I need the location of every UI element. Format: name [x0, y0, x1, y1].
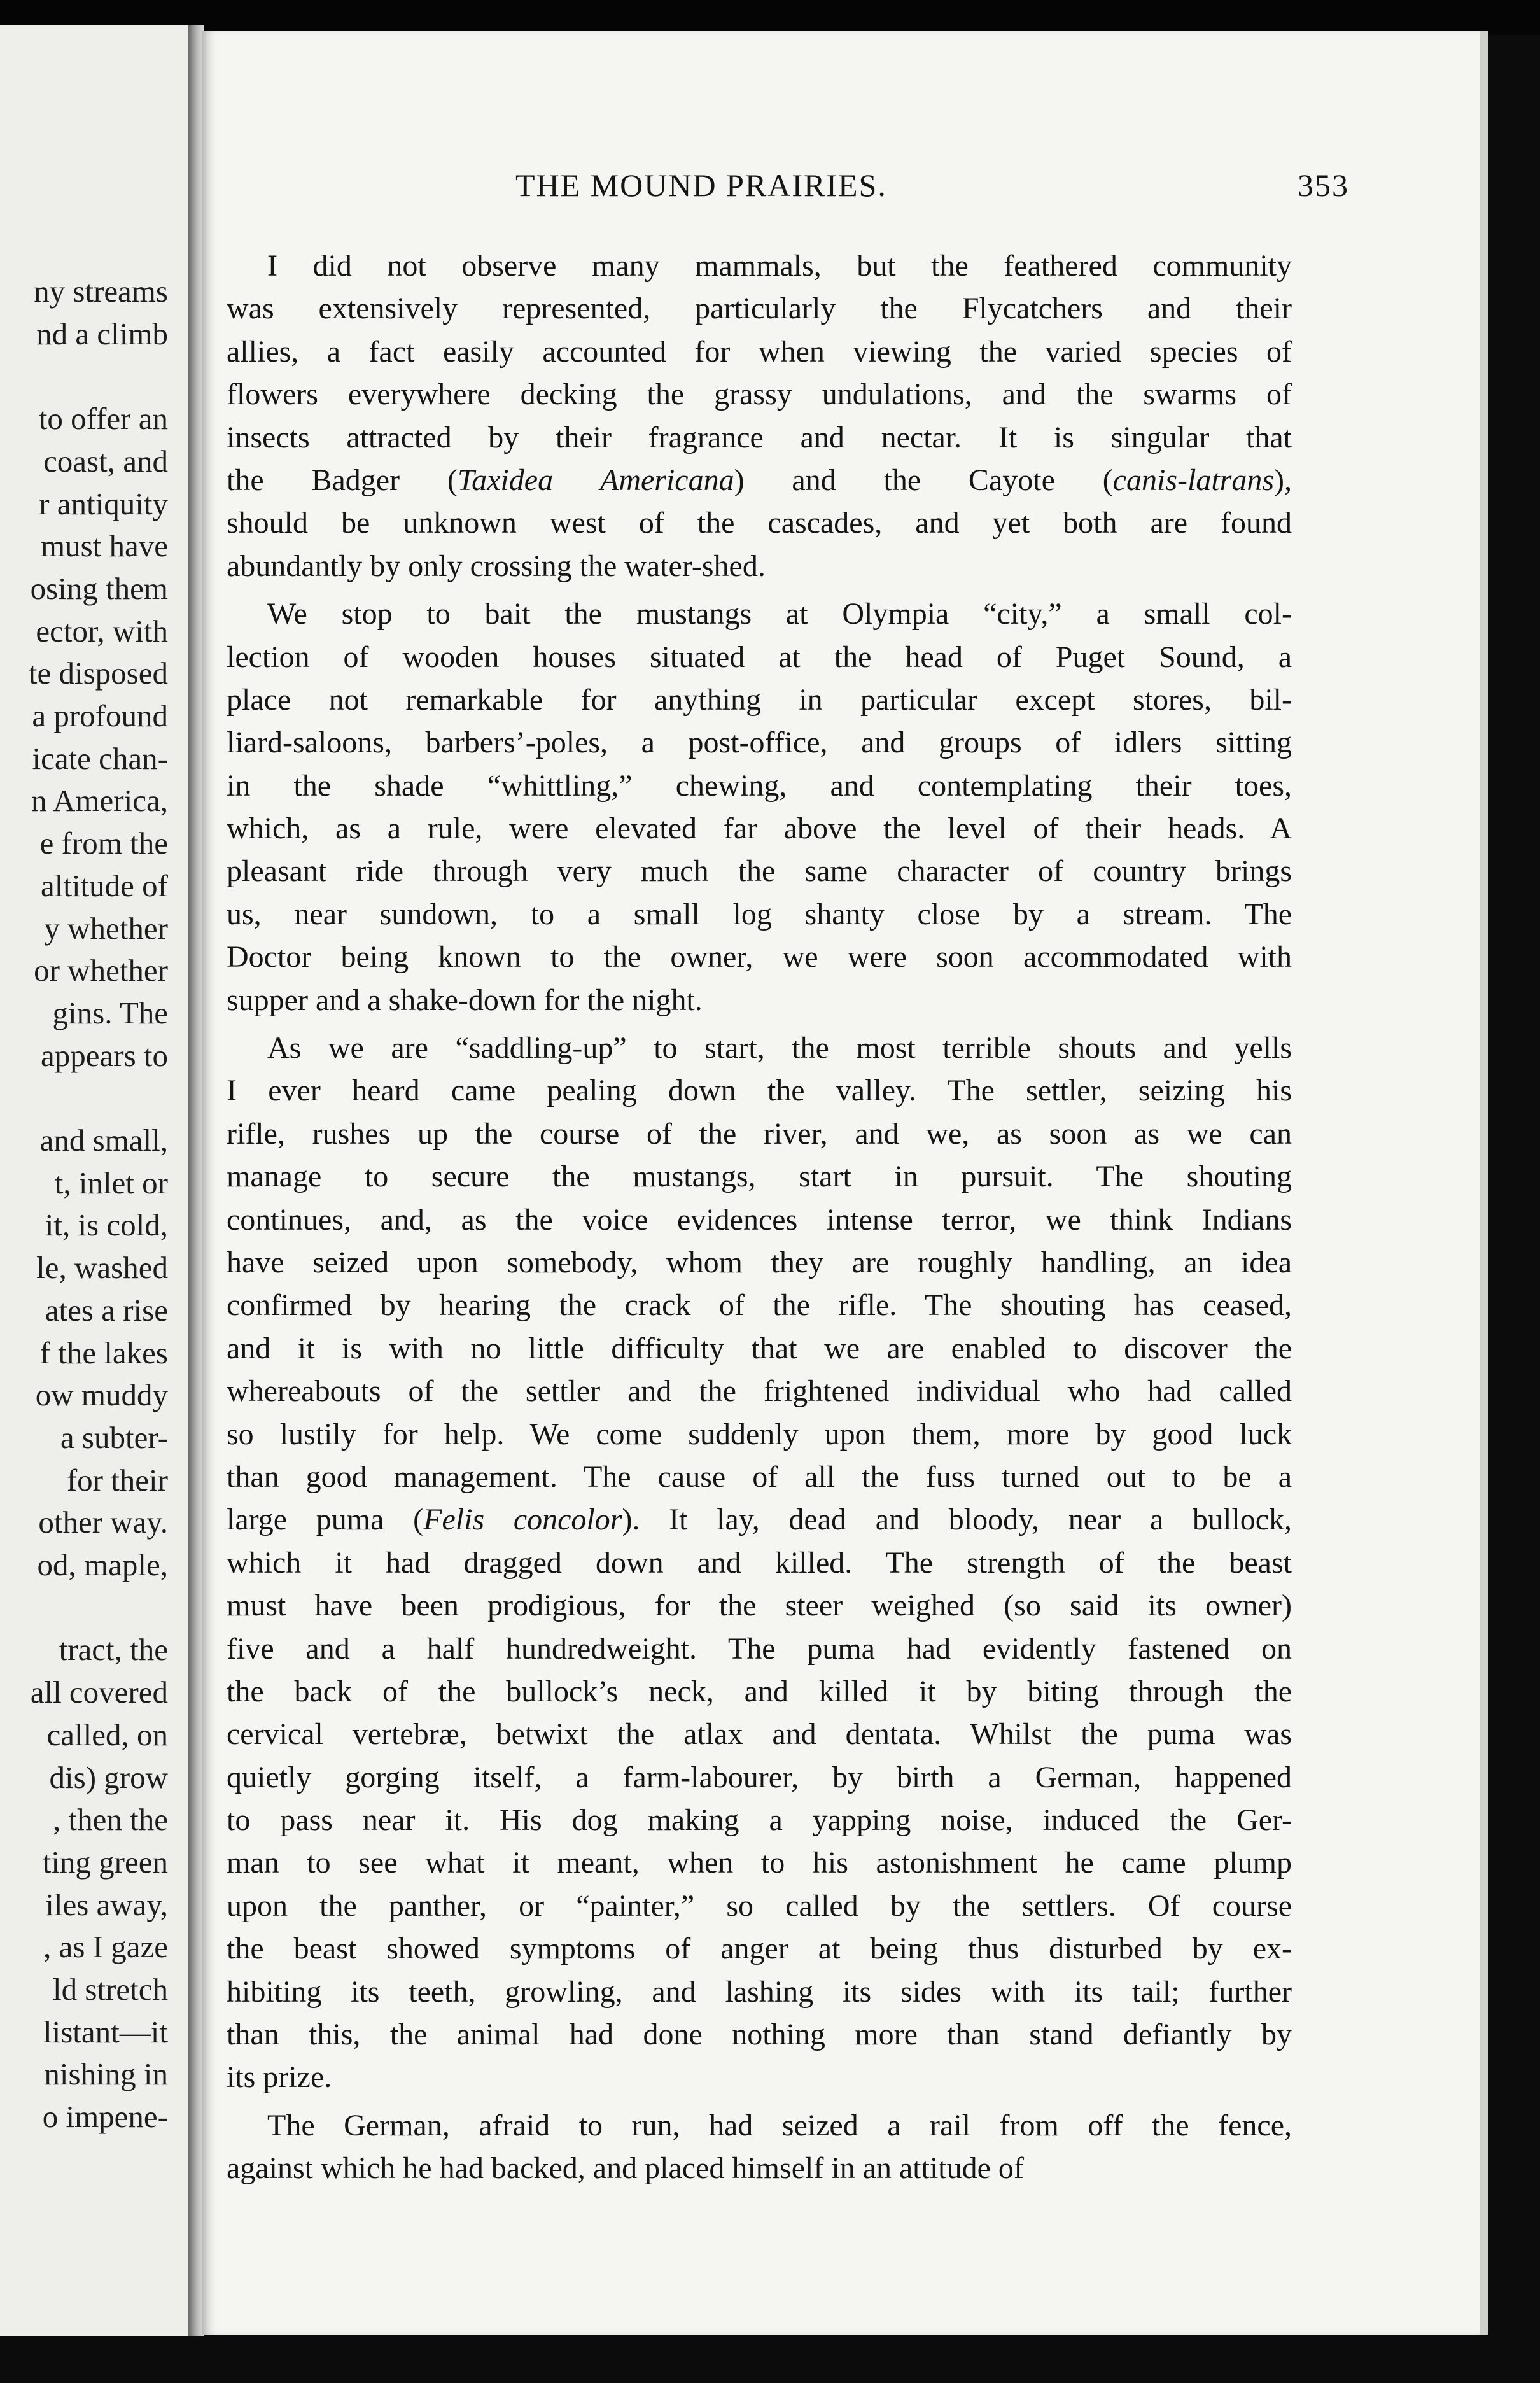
facing-page-line: od, maple, — [37, 1547, 168, 1582]
facing-page-line: ector, with — [36, 613, 168, 649]
page-number: 353 — [1298, 167, 1349, 203]
facing-page-line: iles away, — [45, 1887, 168, 1922]
text-line: whereabouts of the settler and the frightened individual who had called — [227, 1374, 1292, 1409]
text-line: so lustily for help. We come suddenly upon them, more by good luck — [227, 1417, 1292, 1451]
text-line: five and a half hundredweight. The puma had evidently fastened on — [227, 1631, 1292, 1666]
facing-page-line: and small, — [39, 1123, 168, 1158]
facing-page-line: , then the — [53, 1802, 168, 1838]
text-line: cervical vertebræ, betwixt the atlax and dentata. Whilst the puma was — [227, 1717, 1292, 1752]
facing-page-line: ld stretch — [53, 1972, 168, 2007]
text-line: Doctor being known to the owner, we were soon accommodated with — [227, 940, 1292, 974]
text-line: continues, and, as the voice evidences intense terror, we think Indians — [227, 1202, 1292, 1237]
text-line: should be unknown west of the cascades, and yet both are found — [227, 506, 1292, 540]
text-line: its prize. — [227, 2060, 332, 2095]
text-line: manage to secure the mustangs, start in pursuit. The shouting — [227, 1160, 1292, 1194]
facing-page-line: ny streams — [34, 274, 168, 309]
text-line: which it had dragged down and killed. The strength of the beast — [227, 1545, 1292, 1580]
facing-page-line: ting green — [42, 1844, 168, 1880]
facing-page-line: listant—it — [43, 2014, 168, 2049]
page-edge — [1480, 31, 1488, 2335]
text-line: allies, a fact easily accounted for when viewing the varied species of — [227, 334, 1292, 369]
text-line: which, as a rule, were elevated far above the level of their heads. A — [227, 812, 1292, 846]
facing-page-line: coast, and — [43, 443, 168, 479]
facing-page-line: n America, — [31, 783, 168, 819]
facing-page-line: e from the — [39, 826, 168, 861]
text-line: flowers everywhere decking the grassy undulations, and the swarms of — [227, 377, 1292, 412]
facing-page-line: ates a rise — [45, 1292, 168, 1328]
facing-page-line: for their — [66, 1462, 168, 1498]
text-line: the back of the bullock’s neck, and killed it by biting through the — [227, 1674, 1292, 1708]
text-line: man to see what it meant, when to his astonishment he came plump — [227, 1846, 1292, 1880]
text-line: We stop to bait the mustangs at Olympia “city,” a small col- — [267, 597, 1292, 631]
facing-page-line: nd a climb — [36, 316, 168, 351]
text-line: hibiting its teeth, growling, and lashing its sides with its tail; further — [227, 1974, 1292, 2009]
body-text — [227, 244, 1292, 2190]
text-line: than this, the animal had done nothing more than stand defiantly by — [227, 2018, 1292, 2052]
facing-page-line: r antiquity — [39, 486, 168, 521]
text-line: the Badger (Taxidea Americana) and the Cayote (canis-latrans), — [227, 463, 1292, 497]
text-line: upon the panther, or “painter,” so called by the settlers. Of course — [227, 1888, 1292, 1923]
facing-page-line: osing them — [30, 570, 168, 606]
text-line: As we are “saddling-up” to start, the most terrible shouts and yells — [267, 1031, 1292, 1065]
facing-page-line: it, is cold, — [45, 1207, 168, 1243]
text-line: place not remarkable for anything in particular except stores, bil- — [227, 682, 1292, 717]
facing-page-line: tract, the — [59, 1632, 168, 1668]
text-line: lection of wooden houses situated at the head of Puget Sound, a — [227, 640, 1292, 674]
facing-page-line: appears to — [41, 1037, 168, 1073]
facing-page-line: a profound — [32, 698, 168, 733]
facing-page-line: f the lakes — [39, 1335, 168, 1370]
facing-page-line: gins. The — [52, 995, 168, 1030]
facing-page-line: te disposed — [28, 656, 168, 691]
text-line: insects attracted by their fragrance and nectar. It is singular that — [227, 420, 1292, 454]
facing-page-line: o impene- — [42, 2099, 168, 2135]
text-line: abundantly by only crossing the water-shed. — [227, 549, 766, 583]
text-line: was extensively represented, particularly the Flycatchers and their — [227, 292, 1292, 326]
facing-page-line: called, on — [46, 1717, 168, 1752]
facing-page-line: must have — [40, 528, 168, 564]
running-head-title: THE MOUND PRAIRIES. — [515, 167, 887, 203]
text-line: must have been prodigious, for the steer weighed (so said its owner) — [227, 1589, 1292, 1623]
facing-page-line: dis) grow — [49, 1759, 168, 1795]
book-gutter — [188, 25, 204, 2336]
text-line: have seized upon somebody, whom they are roughly handling, an idea — [227, 1245, 1292, 1279]
text-line: us, near sundown, to a small log shanty close by a stream. The — [227, 897, 1292, 931]
facing-page-line: a subter- — [60, 1419, 168, 1455]
text-line: the beast showed symptoms of anger at being thus disturbed by ex- — [227, 1932, 1292, 1966]
facing-page-line: t, inlet or — [54, 1165, 168, 1200]
facing-page-line: icate chan- — [32, 740, 168, 776]
facing-page-line: ow muddy — [35, 1377, 168, 1413]
text-line: large puma (Felis concolor). It lay, dead and bloody, near a bullock, — [227, 1503, 1292, 1537]
text-line: in the shade “whittling,” chewing, and contemplating their toes, — [227, 768, 1292, 803]
text-line: confirmed by hearing the crack of the rifle. The shouting has ceased, — [227, 1288, 1292, 1323]
text-line: I ever heard came pealing down the valley. The settler, seizing his — [227, 1074, 1292, 1108]
facing-page-line: all covered — [30, 1675, 168, 1710]
facing-page-line: nishing in — [44, 2056, 168, 2092]
facing-page-line: to offer an — [38, 401, 168, 437]
facing-page-line: or whether — [34, 953, 168, 988]
text-line: rifle, rushes up the course of the river, and we, as soon as we can — [227, 1116, 1292, 1151]
text-line: quietly gorging itself, a farm-labourer, by birth a German, happened — [227, 1760, 1292, 1794]
text-line: supper and a shake-down for the night. — [227, 983, 703, 1017]
text-line: than good management. The cause of all the fuss turned out to be a — [227, 1459, 1292, 1494]
facing-page-line: le, washed — [36, 1250, 168, 1286]
facing-page-line: altitude of — [40, 868, 168, 903]
facing-page-fragment — [0, 25, 191, 2336]
text-line: I did not observe many mammals, but the feathered community — [267, 249, 1292, 283]
text-line: against which he had backed, and placed himself in an attitude of — [227, 2151, 1024, 2186]
facing-page-line: other way. — [38, 1505, 168, 1540]
text-line: pleasant ride through very much the same character of country brings — [227, 854, 1292, 889]
scan-top-border — [0, 0, 1540, 35]
text-line: liard-saloons, barbers’-poles, a post-office, and groups of idlers sitting — [227, 726, 1292, 760]
text-line: to pass near it. His dog making a yapping noise, induced the Ger- — [227, 1803, 1292, 1838]
facing-page-line: , as I gaze — [43, 1929, 168, 1965]
text-line: and it is with no little difficulty that we are enabled to discover the — [227, 1331, 1292, 1365]
text-line: The German, afraid to run, had seized a rail from off the fence, — [267, 2108, 1292, 2142]
facing-page-line: y whether — [44, 910, 168, 946]
